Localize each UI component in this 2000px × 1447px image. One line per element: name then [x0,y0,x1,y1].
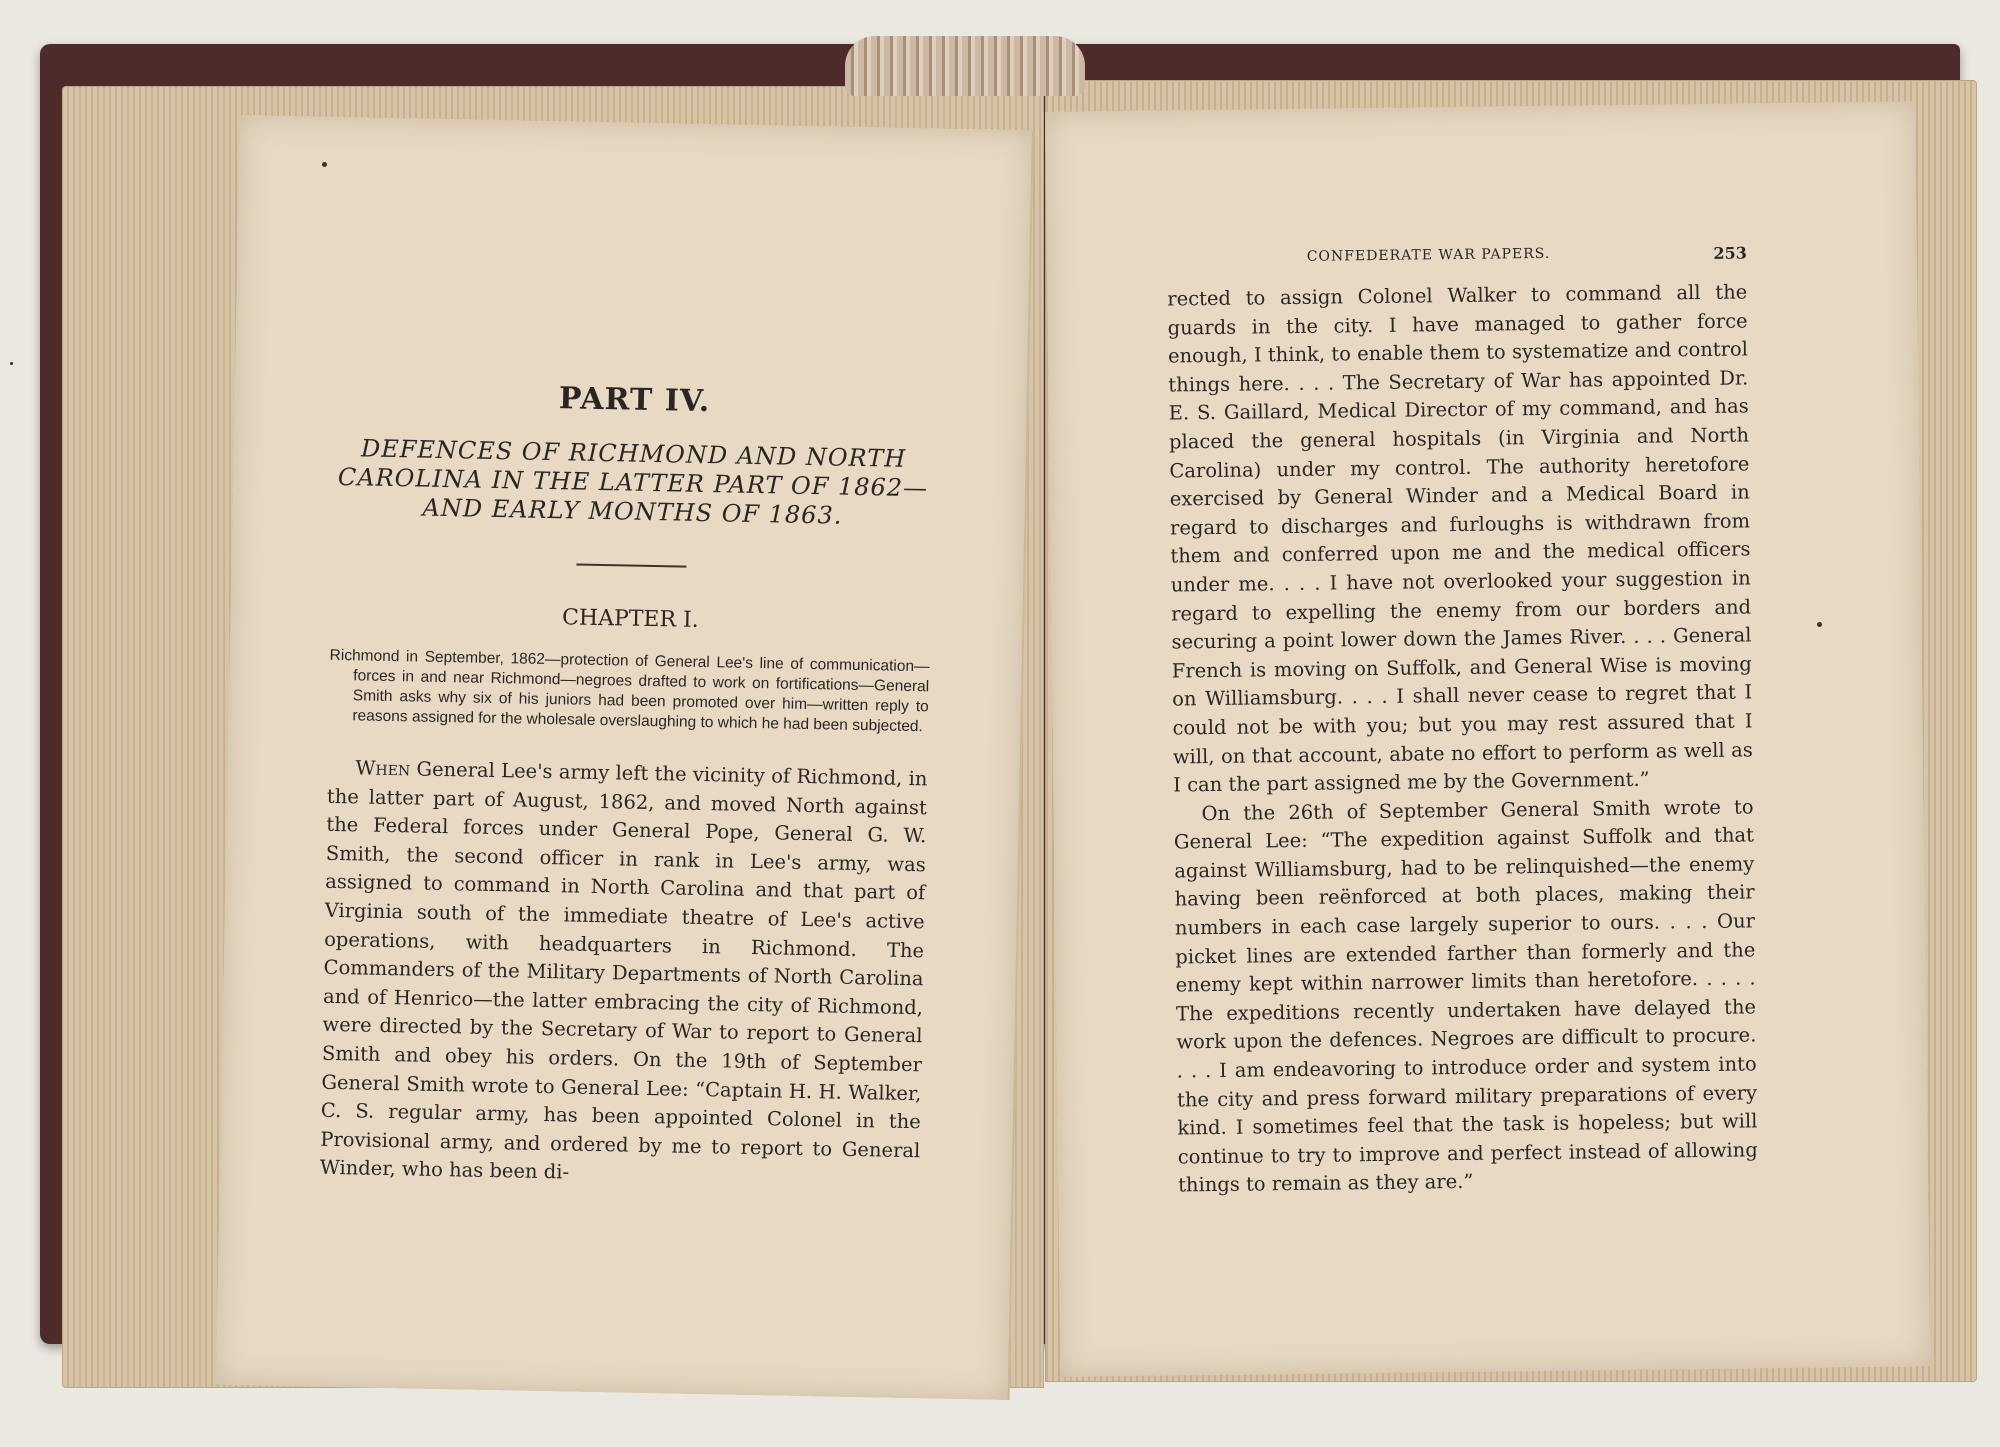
right-page-content [1167,243,1759,1200]
chapter-synopsis: Richmond in September, 1862—protection of General Lee's line of communication—forces in and near Richmond—negroes drafted to work on fortifications—General Smith asks why six of his juniors had been promoted over him—written reply to reasons assigned for the wholesale overslaughing to which he had been subjected. [329,646,930,736]
paper-speck [1817,622,1822,627]
left-body-text: General Lee's army left the vicinity of Richmond, in the latter part of August, 1862, and moved North against the Federal forces under General Pope, General G. W. Smith, the second officer in rank in Lee's army, was assigned to command in North Carolina and that part of Virginia south of the immediate theatre of Lee's active operations, with headquarters in Richmond. The Commanders of the Military Departments of North Carolina and of Henrico—the latter embracing the city of Richmond, were directed by the Secretary of War to report to General Smith and obey his orders. On the 19th of September General Smith wrote to General Lee: “Captain H. H. Walker, C. S. regular army, has been appointed Colonel in the Provisional army, and ordered by me to report to General Winder, who has been di- [319,757,928,1184]
paper-speck [322,162,327,167]
running-head [1167,243,1747,269]
book-spine [845,36,1085,96]
left-page [216,115,1034,1400]
right-paragraph-2: On the 26th of September General Smith wrote to General Lee: “The expedition against Suffolk and that against Williamsburg, had to be relinquished—the enemy having been reënforced at both places, making their numbers in each case largely superior to ours. . . . Our picket lines are extended farther than formerly and the enemy kept within narrower limits than heretofore. . . . . The expeditions recently undertaken have delayed the work upon the defences. Negroes are difficult to procure. . . . I am endeavoring to introduce order and system into the city and press forward military preparations of every kind. I sometimes feel that the task is hopeless; but will continue to try to improve and perfect instead of allowing things to remain as they are.” [1173,795,1758,1197]
right-page [1045,101,1930,1377]
title-divider [576,564,686,568]
part-title: PART IV. [558,381,711,420]
paper-speck [10,362,13,365]
running-head-title: CONFEDERATE WAR PAPERS. [1306,245,1551,265]
part-subtitle: DEFENCES OF RICHMOND AND NORTH CAROLINA IN THE LATTER PART OF 1862—AND EARLY MONTHS OF 1863. [337,434,929,530]
page-number: 253 [1713,243,1747,263]
right-paragraph-1: rected to assign Colonel Walker to command all the guards in the city. I have managed to gather force enough, I think, to enable them to systematize and control things here. . . . The Secretary of War has appointed Dr. E. S. Gaillard, Medical Director of my command, and has placed the general hospitals (in Virginia and North Carolina) under my control. The authority heretofore exercised by General Winder and a Medical Board in regard to discharges and furloughs is withdrawn from them and conferred upon me and the medical officers under me. . . . I have not overlooked your suggestion in regard to expelling the enemy from our borders and securing a point lower down the James River. . . . General French is moving on Suffolk, and General Wise is moving on Williamsburg. . . . I shall never cease to regret that I could not be with you; but you may rest assured that I will, on that account, abate no effort to perform as well as I can the part assigned me by the Government.” [1167,280,1753,797]
drop-word: When [355,756,411,781]
chapter-title: CHAPTER I. [561,605,699,633]
left-body-paragraph [320,754,928,1194]
left-page-content [320,377,935,1194]
